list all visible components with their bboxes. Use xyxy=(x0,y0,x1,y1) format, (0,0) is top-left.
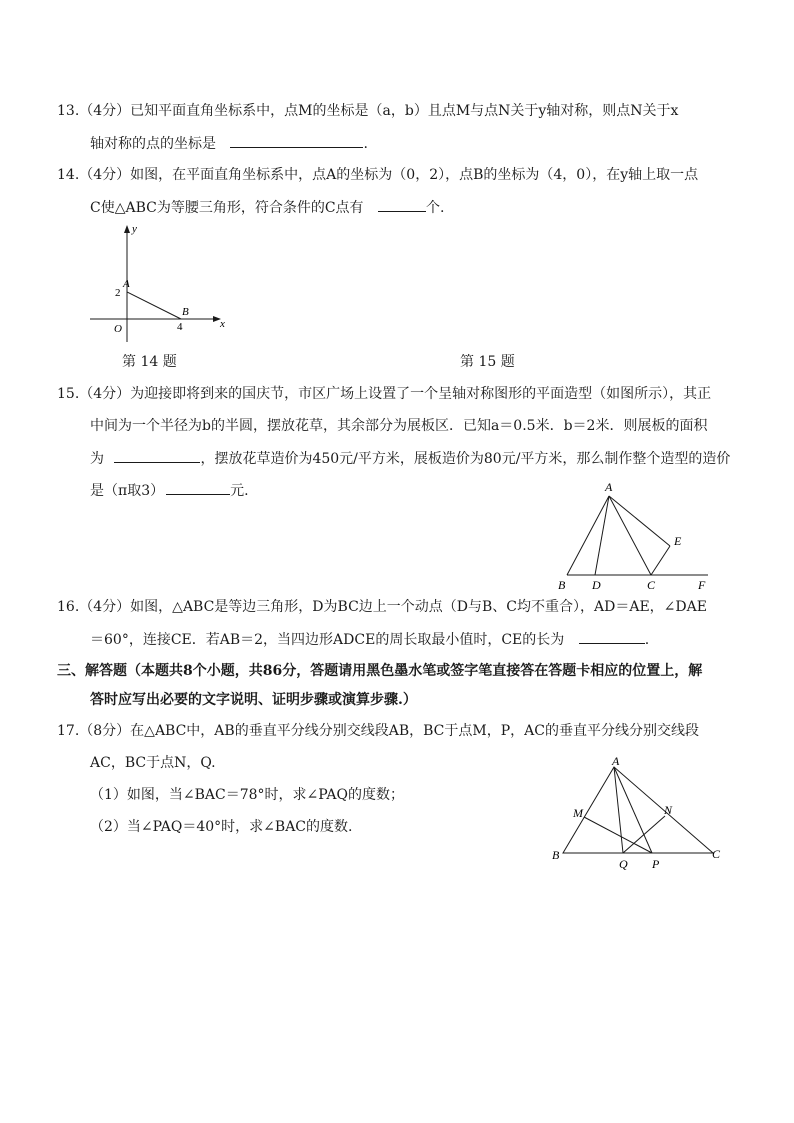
point-b-label: B xyxy=(182,306,189,318)
q13-line2-suffix: . xyxy=(363,136,368,152)
segment-ad xyxy=(595,496,609,575)
q16-line2 xyxy=(90,629,649,650)
x-label: x xyxy=(220,318,225,330)
q17-line2: AC，BC于点N，Q. xyxy=(90,755,216,771)
segment-ap xyxy=(614,767,652,853)
point-c-label: C xyxy=(647,578,656,592)
section3-line2: 答时应写出必要的文字说明、证明步骤或演算步骤.） xyxy=(90,692,417,708)
point-c-label: C xyxy=(712,847,721,861)
q15-line4-suffix: 元. xyxy=(230,483,249,499)
q15-line4-prefix: 是（π取3） xyxy=(90,483,165,499)
segment-ce xyxy=(651,546,670,575)
point-b-label: B xyxy=(558,578,566,592)
point-e-label: E xyxy=(674,534,682,548)
point-a-label: A xyxy=(612,755,620,768)
point-n-label: N xyxy=(664,803,673,817)
q13-line1: 13.（4分）已知平面直角坐标系中，点M的坐标是（a，b）且点M与点N关于y轴对称，则点N关于x xyxy=(57,103,679,119)
segment-ab xyxy=(127,292,181,319)
tick-4-label: 4 xyxy=(177,321,183,333)
point-a-label: A xyxy=(605,480,613,494)
q17-line1: 17.（8分）在△ABC中，AB的垂直平分线分别交线段AB，BC于点M，P，AC的垂直平分线分别交线段 xyxy=(57,723,699,739)
perp-bisector-mp xyxy=(584,817,652,853)
point-m-label: M xyxy=(573,806,583,820)
q14-line2 xyxy=(90,197,444,218)
q14-line2-prefix: C使△ABC为等腰三角形，符合条件的C点有 xyxy=(90,200,364,216)
q16-line2-suffix: . xyxy=(644,632,650,648)
figure-q14 xyxy=(85,222,235,344)
q13-line2 xyxy=(90,133,368,154)
q13-line2-prefix: 轴对称的点的坐标是 xyxy=(90,136,216,152)
q14-line2-suffix: 个. xyxy=(426,200,445,216)
q16-answer-blank[interactable] xyxy=(579,629,645,644)
y-axis-arrow xyxy=(124,225,130,233)
q15-line4 xyxy=(90,480,249,501)
q15-area-blank[interactable] xyxy=(114,448,200,463)
q15-line3-suffix: ，摆放花草造价为450元/平方米，展板造价为80元/平方米，那么制作整个造型的造价 xyxy=(200,451,731,467)
q15-line3 xyxy=(90,448,730,469)
section3-line1: 三、解答题（本题共8个小题，共86分，答题请用黑色墨水笔或签字笔直接答在答题卡相应的位置上，解 xyxy=(57,663,703,679)
q16-line2-prefix: ＝60°，连接CE．若AB＝2，当四边形ADCE的周长取最小值时，CE的长为 xyxy=(90,632,565,648)
point-a-label: A xyxy=(123,278,130,290)
segment-aq xyxy=(614,767,623,853)
q15-line3-prefix: 为 xyxy=(90,451,104,467)
q14-line1: 14.（4分）如图，在平面直角坐标系中，点A的坐标为（0，2），点B的坐标为（4，0），在y轴上取一点 xyxy=(57,167,699,183)
caption-q15: 第 15 题 xyxy=(460,354,515,370)
figure-q17 xyxy=(548,755,728,873)
segment-ae xyxy=(609,496,670,546)
point-q-label: Q xyxy=(619,857,628,871)
q15-line2: 中间为一个半径为b的半圆，摆放花草，其余部分为展板区．已知a＝0.5米．b＝2米．则展板的面积 xyxy=(90,418,708,434)
point-d-label: D xyxy=(592,578,601,592)
q15-line1: 15.（4分）为迎接即将到来的国庆节，市区广场上设置了一个呈轴对称图形的平面造型（如图所示），其正 xyxy=(57,386,712,402)
q14-answer-blank[interactable] xyxy=(378,197,426,212)
side-ab xyxy=(567,496,609,575)
point-f-label: F xyxy=(698,578,706,592)
q16-line1: 16.（4分）如图，△ABC是等边三角形，D为BC边上一个动点（D与B、C均不重合），AD＝AE，∠DAE xyxy=(57,599,707,615)
point-b-label: B xyxy=(552,848,560,862)
q17-part1: （1）如图，当∠BAC＝78°时，求∠PAQ的度数； xyxy=(90,787,405,803)
point-p-label: P xyxy=(652,857,660,871)
q17-part2: （2）当∠PAQ＝40°时，求∠BAC的度数. xyxy=(90,819,353,835)
origin-label: O xyxy=(114,323,122,335)
y-label: y xyxy=(132,223,137,235)
q13-answer-blank[interactable] xyxy=(230,133,363,148)
q15-cost-blank[interactable] xyxy=(166,480,230,495)
tick-2-label: 2 xyxy=(115,287,121,299)
caption-q14: 第 14 题 xyxy=(122,354,177,370)
figure-q16 xyxy=(553,478,723,594)
side-ac xyxy=(609,496,651,575)
